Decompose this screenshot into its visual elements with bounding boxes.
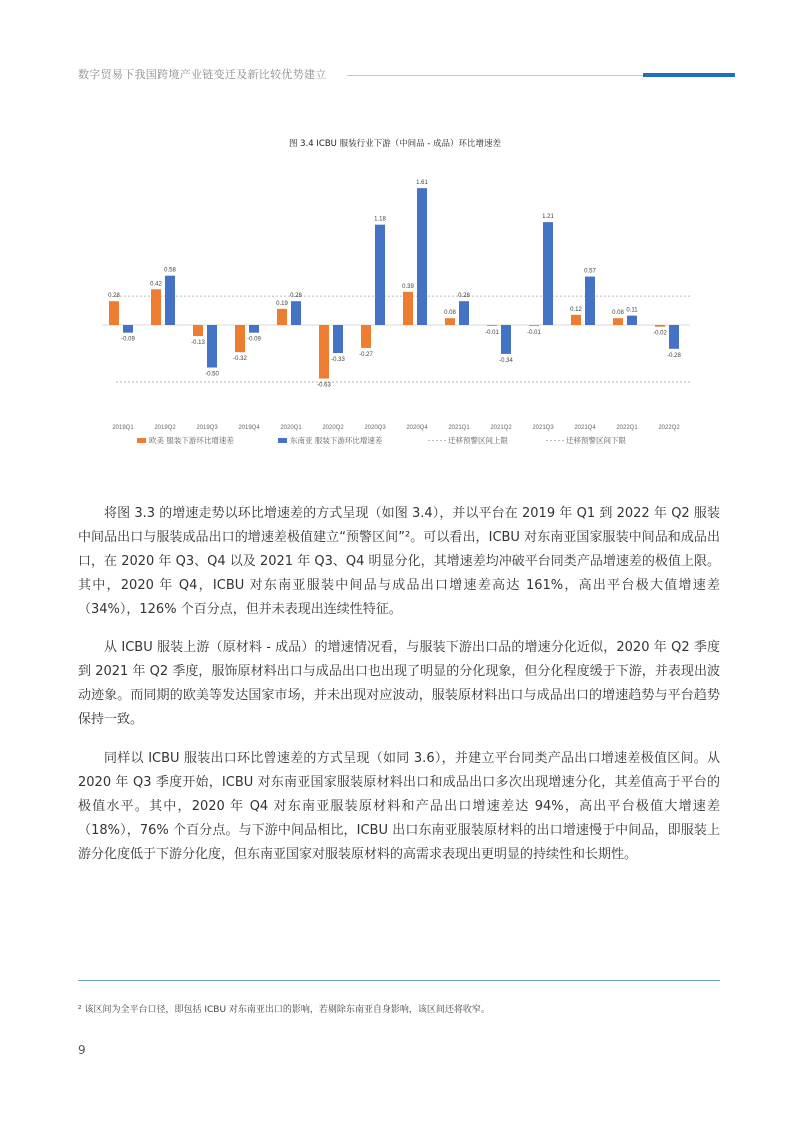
x-tick-2020Q1: 2020Q1 (280, 425, 302, 431)
legend-swatch-0 (137, 438, 146, 443)
bar-europe-2019Q1 (109, 301, 119, 325)
bar-sea-2019Q4 (249, 325, 259, 333)
bar-sea-2020Q4 (417, 188, 427, 325)
bar-europe-2022Q1 (613, 318, 623, 325)
page-number: 9 (78, 1043, 86, 1057)
label-europe-2021Q4: 0.12 (570, 306, 582, 313)
x-tick-2021Q2: 2021Q2 (490, 425, 512, 431)
x-tick-2021Q1: 2021Q1 (448, 425, 470, 431)
bar-sea-2020Q3 (375, 225, 385, 325)
legend-label-0: 欧美 服装下游环比增速差 (149, 436, 234, 445)
bar-europe-2019Q4 (235, 325, 245, 352)
label-sea-2020Q4: 1.61 (416, 180, 428, 187)
label-sea-2020Q3: 1.18 (374, 216, 386, 223)
body-paragraph-2: 从 ICBU 服装上游（原材料 - 成品）的增速情况看，与服装下游出口品的增速分化近似，2020 年 Q2 季度到 2021 年 Q2 季度，服饰原材料出口与成品出口也出现了明显的分化现象，但分化程度缓于下游，并表现出波动迹象。而同期的欧美等发达国家市场，并未出现对应波动，服装原材料出口与成品出口的增速趋势与平台趋势保持一致。 (78, 640, 720, 727)
x-tick-2019Q2: 2019Q2 (154, 425, 176, 431)
x-tick-2022Q1: 2022Q1 (616, 425, 638, 431)
x-tick-2019Q3: 2019Q3 (196, 425, 218, 431)
bar-europe-2021Q2 (487, 325, 497, 326)
label-europe-2019Q2: 0.42 (150, 281, 162, 288)
legend-swatch-1 (278, 438, 287, 443)
x-tick-2019Q4: 2019Q4 (238, 425, 260, 431)
legend-label-threshold-1: 迁移预警区间下限 (566, 436, 626, 445)
chart-title: 图 3.4 ICBU 服装行业下游（中间品 - 成品）环比增速差 (288, 139, 502, 149)
bar-sea-2019Q2 (165, 276, 175, 325)
label-europe-2022Q1: 0.08 (612, 310, 624, 317)
header-divider (347, 75, 643, 76)
running-header-title: 数字贸易下我国跨境产业链变迁及新比较优势建立 (78, 68, 327, 81)
body-paragraph-3: 同样以 ICBU 服装出口环比曾速差的方式呈现（如同 3.6），并建立平台同类产品出口增速差极值区间。从 2020 年 Q3 季度开始，ICBU 对东南亚国家服装原材料出口和成品出口多次出现增速分化，其差值高于平台的极值水平。其中，2020 年 Q4 对东南亚服装原材料和产品出口增速差达 94%，高出平台极值大增速差（18%），76% 个百分点。与下游中间品相比，ICBU 出口东南亚服装原材料的出口增速慢于中间品，即服装上游分化度低于下游分化度，但东南亚国家对服装原材料的高需求表现出更明显的持续性和长期性。 (78, 751, 720, 862)
legend-label-threshold-0: 迁移预警区间上限 (448, 436, 508, 445)
label-sea-2022Q2: -0.28 (667, 352, 681, 359)
bar-sea-2019Q1 (123, 325, 133, 333)
x-tick-2022Q2: 2022Q2 (658, 425, 680, 431)
bar-sea-2021Q4 (585, 277, 595, 325)
bar-europe-2020Q3 (361, 325, 371, 348)
bar-chart (90, 130, 700, 455)
footnote-divider (78, 980, 720, 981)
label-europe-2021Q2: -0.01 (485, 329, 499, 336)
label-sea-2019Q1: -0.09 (121, 336, 135, 343)
bar-europe-2021Q3 (529, 325, 539, 326)
label-europe-2020Q2: -0.63 (317, 382, 331, 389)
label-europe-2019Q1: 0.28 (108, 293, 120, 300)
bar-europe-2021Q4 (571, 315, 581, 325)
x-tick-2021Q3: 2021Q3 (532, 425, 554, 431)
label-sea-2020Q1: 0.28 (290, 293, 302, 300)
label-europe-2020Q1: 0.19 (276, 300, 288, 307)
label-sea-2021Q4: 0.57 (584, 268, 596, 275)
label-sea-2019Q4: -0.09 (247, 336, 261, 343)
label-sea-2021Q3: 1.21 (542, 214, 554, 221)
bar-sea-2022Q2 (669, 325, 679, 349)
label-sea-2020Q2: -0.33 (331, 357, 345, 364)
label-sea-2021Q2: -0.34 (499, 357, 513, 364)
bar-europe-2019Q3 (193, 325, 203, 336)
bar-europe-2022Q2 (655, 325, 665, 327)
bar-sea-2019Q3 (207, 325, 217, 368)
figure-3-4 (90, 130, 700, 455)
bar-europe-2021Q1 (445, 318, 455, 325)
footnote: ² 该区间为全平台口径，即包括 ICBU 对东南亚出口的影响，若剔除东南亚自身影响，该区间还将收窄。 (78, 1005, 490, 1015)
bar-europe-2019Q2 (151, 289, 161, 325)
label-europe-2019Q3: -0.13 (191, 340, 205, 347)
label-sea-2019Q3: -0.50 (205, 371, 219, 378)
label-europe-2019Q4: -0.32 (233, 356, 247, 363)
bar-sea-2021Q1 (459, 301, 469, 325)
bar-europe-2020Q2 (319, 325, 329, 379)
x-tick-2021Q4: 2021Q4 (574, 425, 596, 431)
bar-europe-2020Q4 (403, 292, 413, 325)
bar-europe-2020Q1 (277, 309, 287, 325)
label-europe-2021Q3: -0.01 (527, 329, 541, 336)
label-europe-2020Q4: 0.39 (402, 283, 414, 290)
bar-sea-2020Q1 (291, 301, 301, 325)
label-sea-2019Q2: 0.58 (164, 267, 176, 274)
label-europe-2022Q2: -0.02 (653, 330, 667, 337)
header-accent-bar (643, 73, 735, 77)
label-sea-2021Q1: 0.28 (458, 293, 470, 300)
label-europe-2021Q1: 0.08 (444, 310, 456, 317)
x-tick-2020Q3: 2020Q3 (364, 425, 386, 431)
bar-sea-2021Q3 (543, 222, 553, 325)
bar-sea-2022Q1 (627, 316, 637, 325)
x-tick-2020Q2: 2020Q2 (322, 425, 344, 431)
bar-sea-2021Q2 (501, 325, 511, 354)
body-paragraph-1: 将图 3.3 的增速走势以环比增速差的方式呈现（如图 3.4），并以平台在 2019 年 Q1 到 2022 年 Q2 服装中间品出口与服装成品出口的增速差极值建立“预警区间”²。可以看出，ICBU 对东南亚国家服装中间品和成品出口，在 2020 年 Q3、Q4 以及 2021 年 Q3、Q4 明显分化，其增速差均冲破平台同类产品增速差的极值上限。其中，2020 年 Q4，ICBU 对东南亚服装中间品与成品出口增速差高达 161%，高出平台极大值增速差（34%），126% 个百分点，但并未表现出连续性特征。 (78, 506, 720, 617)
label-europe-2020Q3: -0.27 (359, 351, 373, 358)
label-sea-2022Q1: 0.11 (626, 307, 638, 314)
bar-sea-2020Q2 (333, 325, 343, 353)
legend-label-1: 东南亚 服装下游环比增速差 (290, 436, 383, 445)
x-tick-2020Q4: 2020Q4 (406, 425, 428, 431)
x-tick-2019Q1: 2019Q1 (112, 425, 134, 431)
